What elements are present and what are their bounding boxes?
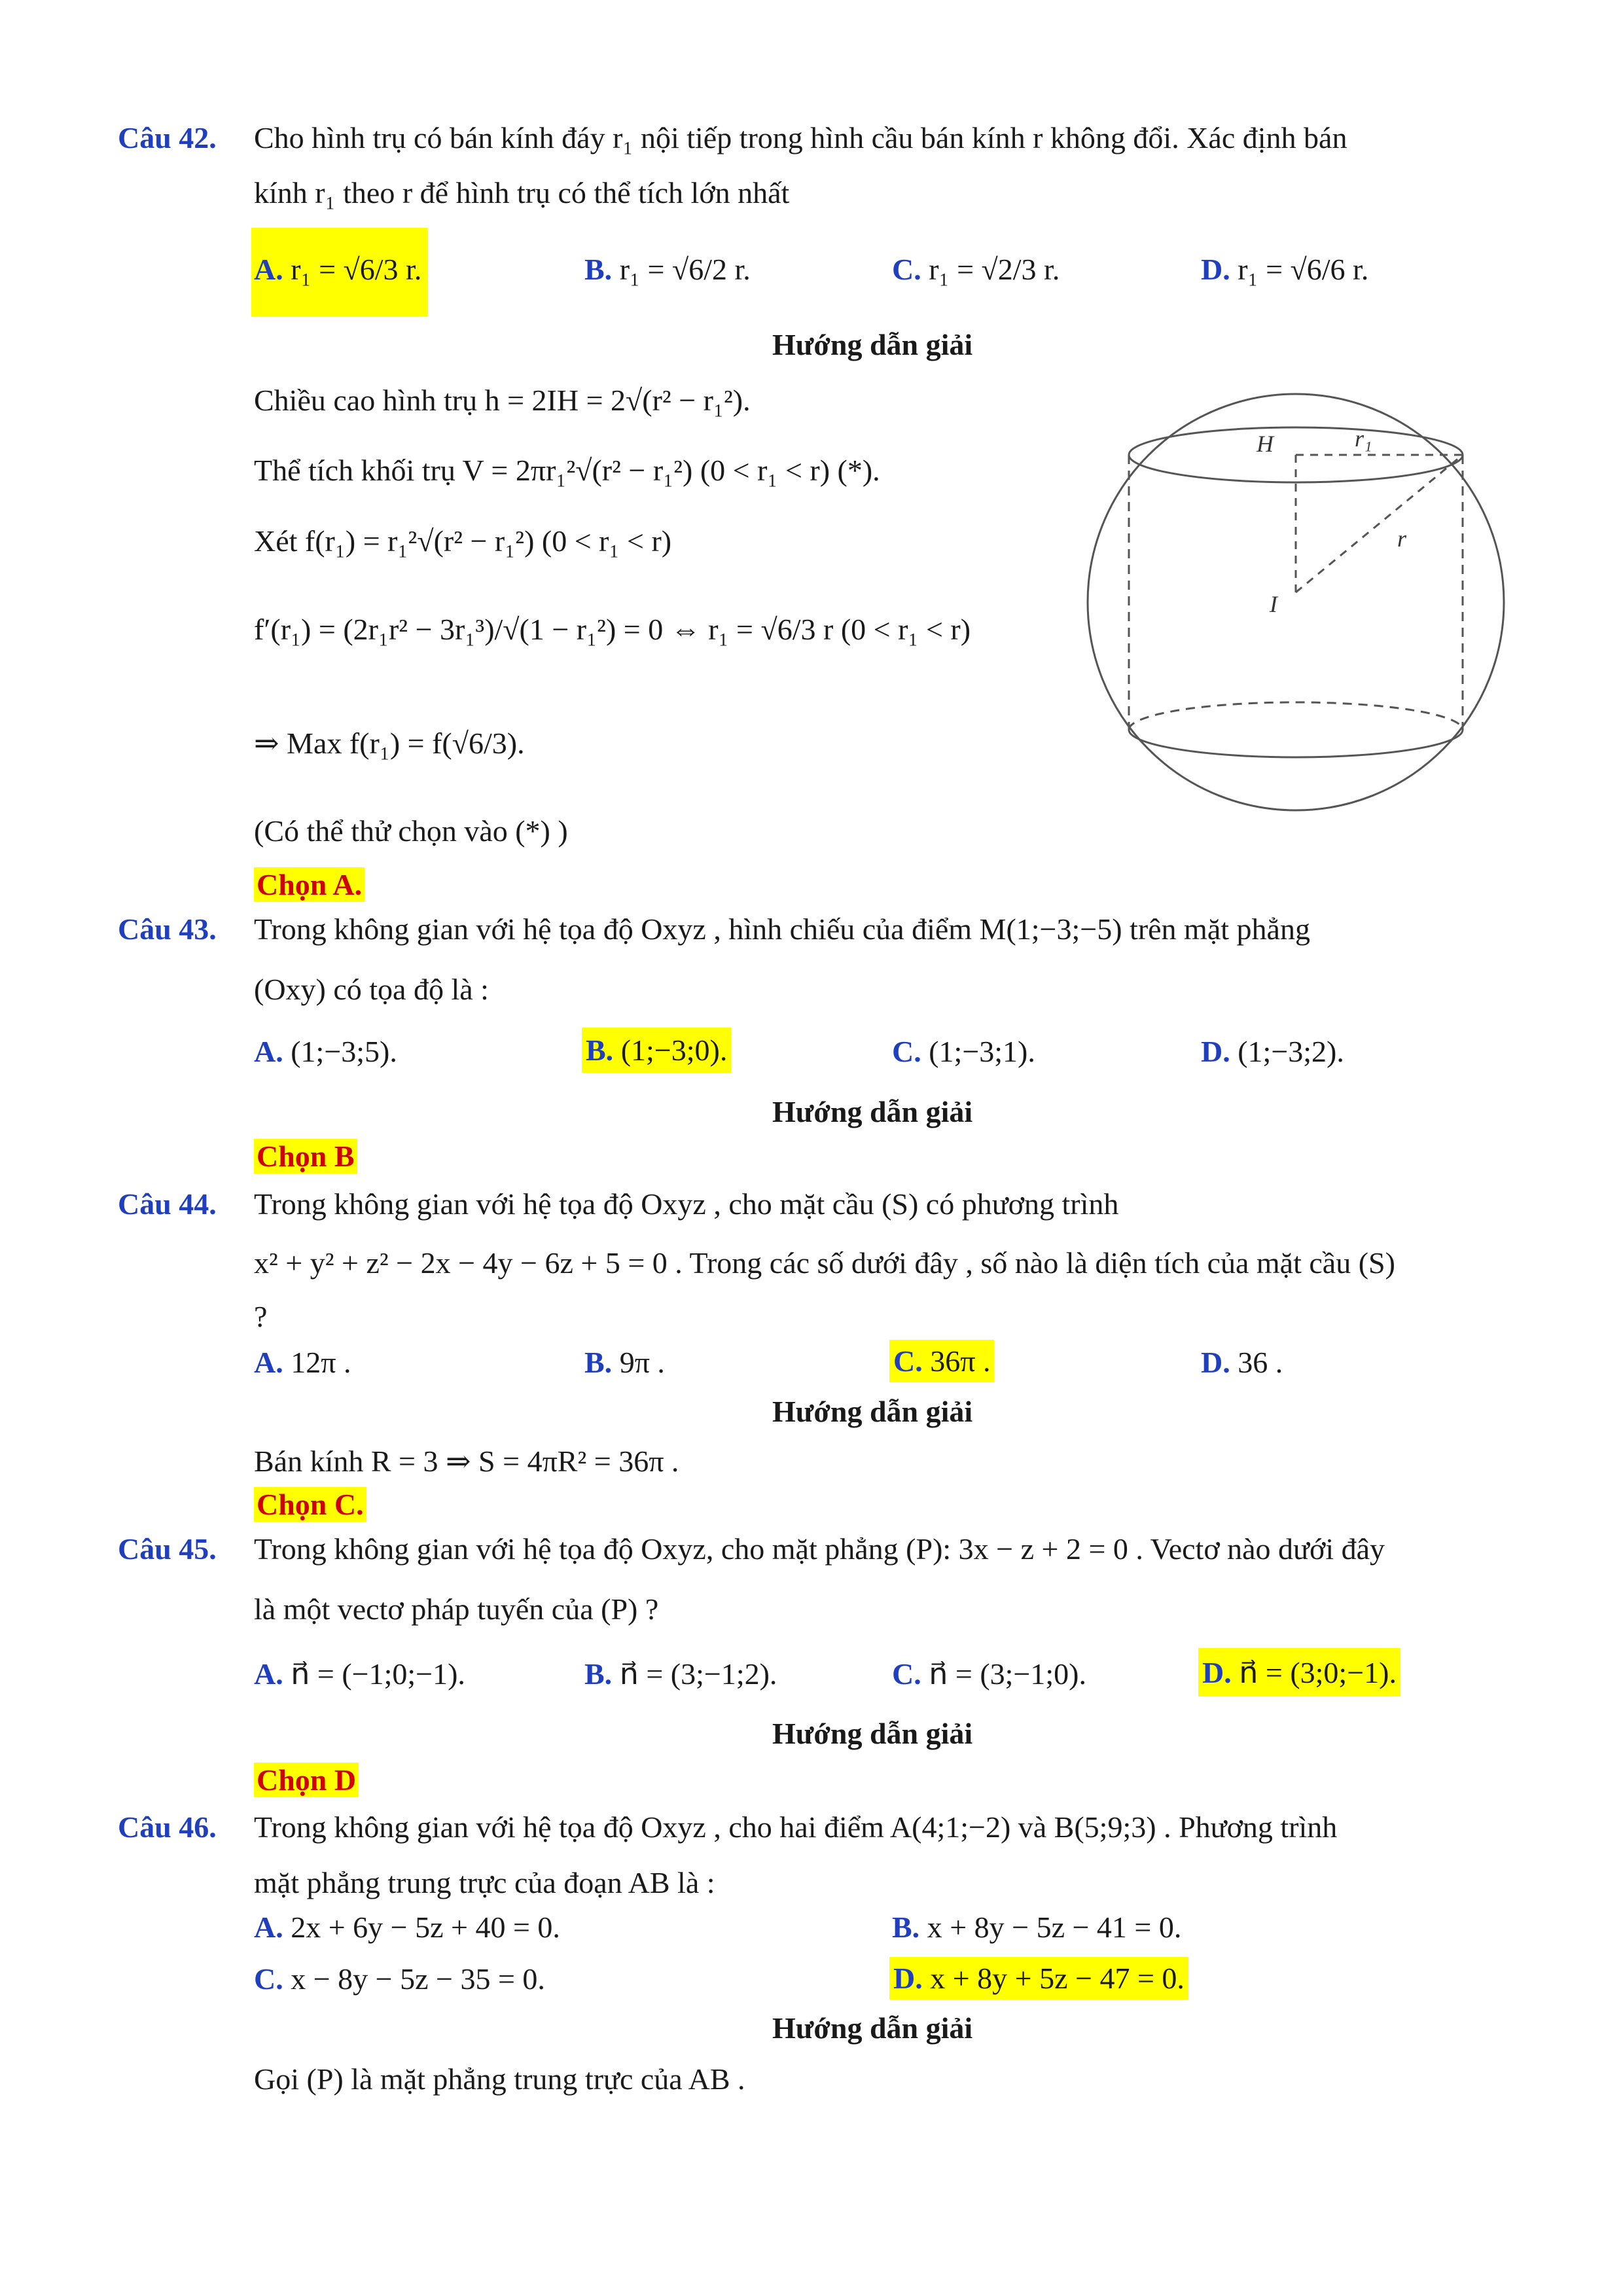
q42-guide-heading: Hướng dẫn giải	[772, 328, 973, 361]
label-H: H	[1257, 431, 1274, 457]
q42-option-b-text: r₁ = √6/2 r.	[619, 253, 751, 286]
radius-r	[1296, 455, 1463, 592]
q44-solution: Bán kính R = 3 ⇒ S = 4πR² = 36π .	[254, 1444, 679, 1478]
q43-text-line1: Trong không gian với hệ tọa độ Oxyz , hình chiếu của điểm M(1;−3;−5) trên mặt phẳng	[254, 912, 1310, 946]
q43-guide-heading: Hướng dẫn giải	[772, 1095, 973, 1128]
q43-option-b[interactable]: B. (1;−3;0).	[582, 1028, 731, 1073]
q42-option-a-text: r₁ = √6/3 r.	[291, 253, 422, 286]
q42-sol-line3: Xét f(r₁) = r₁²√(r² − r₁²) (0 < r₁ < r)	[254, 524, 672, 558]
q46-option-d[interactable]: D. x + 8y + 5z − 47 = 0.	[889, 1957, 1188, 2000]
q44-option-c[interactable]: C. 36π .	[889, 1340, 994, 1382]
q42-option-b[interactable]: B. r₁ = √6/2 r.	[584, 253, 751, 286]
q46-option-c[interactable]: C. x − 8y − 5z − 35 = 0.	[254, 1962, 545, 1996]
label-I: I	[1270, 591, 1277, 617]
q43-label: Câu 43.	[118, 912, 217, 946]
q46-label: Câu 46.	[118, 1810, 217, 1844]
q44-text-line1: Trong không gian với hệ tọa độ Oxyz , cho mặt cầu (S) có phương trình	[254, 1187, 1119, 1221]
q44-guide-heading: Hướng dẫn giải	[772, 1395, 973, 1428]
q42-sol-line4: f′(r₁) = (2r₁r² − 3r₁³)/√(1 − r₁²) = 0 ⇔ r₁ = √6/3 r (0 < r₁ < r)	[254, 613, 971, 646]
q45-option-c[interactable]: C. n⃗ = (3;−1;0).	[892, 1657, 1086, 1691]
q42-answer: Chọn A.	[254, 867, 365, 902]
q45-label: Câu 45.	[118, 1532, 217, 1566]
q42-option-d[interactable]: D. r₁ = √6/6 r.	[1201, 253, 1369, 286]
q42-text-line1: Cho hình trụ có bán kính đáy r₁ nội tiếp trong hình cầu bán kính r không đổi. Xác định bán	[254, 121, 1347, 154]
cylinder-bottom-back	[1129, 702, 1463, 730]
q42-option-d-text: r₁ = √6/6 r.	[1238, 253, 1369, 286]
q44-answer: Chọn C.	[254, 1487, 366, 1522]
q42-sol-line1: Chiều cao hình trụ h = 2IH = 2√(r² − r₁²).	[254, 384, 751, 417]
q45-answer: Chọn D	[254, 1763, 359, 1797]
q42-text-line2: kính r₁ theo r để hình trụ có thể tích lớn nhất	[254, 176, 790, 209]
q43-option-a[interactable]: A. (1;−3;5).	[254, 1035, 397, 1068]
q42-option-a[interactable]: A. r₁ = √6/3 r.	[254, 253, 422, 286]
q43-answer: Chọn B	[254, 1139, 357, 1174]
q44-text-line3: ?	[254, 1300, 268, 1333]
q46-option-a[interactable]: A. 2x + 6y − 5z + 40 = 0.	[254, 1910, 560, 1944]
q42-option-c-text: r₁ = √2/3 r.	[929, 253, 1060, 286]
label-r: r	[1397, 526, 1407, 552]
q43-option-c[interactable]: C. (1;−3;1).	[892, 1035, 1035, 1068]
q42-figure	[1080, 386, 1512, 818]
q44-label: Câu 44.	[118, 1187, 217, 1221]
q46-option-b[interactable]: B. x + 8y − 5z − 41 = 0.	[892, 1910, 1182, 1944]
q44-option-d[interactable]: D. 36 .	[1201, 1346, 1283, 1379]
q42-option-c[interactable]: C. r₁ = √2/3 r.	[892, 253, 1060, 286]
q42-sol-line2: Thể tích khối trụ V = 2πr₁²√(r² − r₁²) (0 < r₁ < r) (*).	[254, 454, 880, 487]
q43-text-line2: (Oxy) có tọa độ là :	[254, 973, 489, 1006]
cylinder-bottom-front	[1129, 730, 1463, 757]
q45-option-d[interactable]: D. n⃗ = (3;0;−1).	[1198, 1648, 1400, 1696]
q43-option-d[interactable]: D. (1;−3;2).	[1201, 1035, 1344, 1068]
q45-text-line2: là một vectơ pháp tuyến của (P) ?	[254, 1592, 659, 1626]
q42-sol-line6: (Có thể thử chọn vào (*) )	[254, 814, 568, 848]
q42-sol-line5: ⇒ Max f(r₁) = f(√6/3).	[254, 726, 525, 760]
q45-option-b[interactable]: B. n⃗ = (3;−1;2).	[584, 1657, 777, 1691]
q46-text-line1: Trong không gian với hệ tọa độ Oxyz , cho hai điểm A(4;1;−2) và B(5;9;3) . Phương trình	[254, 1810, 1338, 1844]
q42-label: Câu 42.	[118, 121, 217, 154]
q45-guide-heading: Hướng dẫn giải	[772, 1717, 973, 1750]
q45-option-a[interactable]: A. n⃗ = (−1;0;−1).	[254, 1657, 465, 1691]
q44-option-b[interactable]: B. 9π .	[584, 1346, 665, 1379]
label-r1: r₁	[1355, 425, 1372, 452]
q46-text-line2: mặt phẳng trung trực của đoạn AB là :	[254, 1866, 715, 1899]
q45-text-line1: Trong không gian với hệ tọa độ Oxyz, cho mặt phẳng (P): 3x − z + 2 = 0 . Vectơ nào dưới đây	[254, 1532, 1385, 1566]
q44-text-line2: x² + y² + z² − 2x − 4y − 6z + 5 = 0 . Trong các số dưới đây , số nào là diện tích của mặt cầu (S)	[254, 1246, 1395, 1280]
q44-option-a[interactable]: A. 12π .	[254, 1346, 351, 1379]
q46-solution: Gọi (P) là mặt phẳng trung trực của AB .	[254, 2062, 745, 2096]
q46-guide-heading: Hướng dẫn giải	[772, 2011, 973, 2045]
